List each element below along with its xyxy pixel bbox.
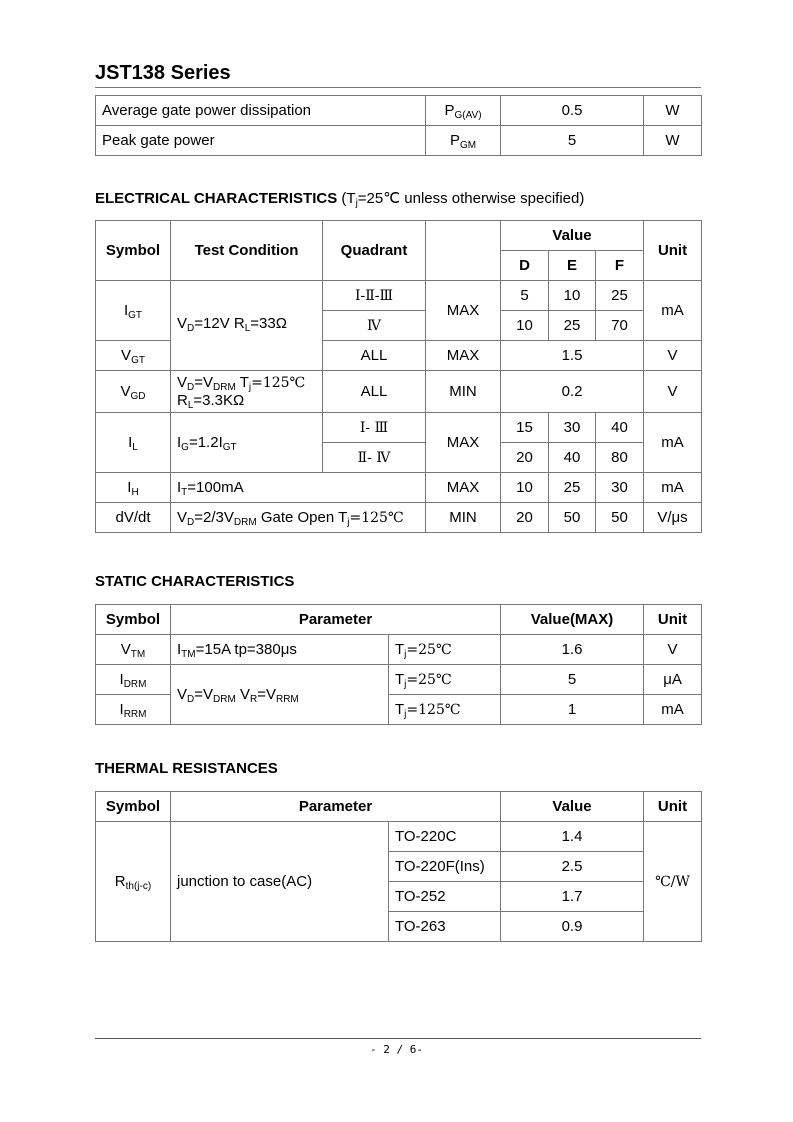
condition-cell: $V_D=V_{DRM}$ $T_j=125℃$ $R_L=3.3K\Omega$ [171, 371, 323, 413]
value-d-cell: 20 [501, 443, 549, 473]
header-e: E [549, 251, 596, 281]
condition-cell: $V_D=2/3V_{DRM}$ Gate Open $T_j=125℃$ [171, 503, 426, 533]
parameter-cell: junction to case(AC) [171, 822, 389, 942]
symbol-cell: $I_{DRM}$ [96, 665, 171, 695]
header-parameter: Parameter [171, 792, 501, 822]
value-cell: 5 [501, 126, 644, 156]
limit-cell: MAX [426, 413, 501, 473]
symbol-cell: $V_{GT}$ [96, 341, 171, 371]
table-row [96, 635, 702, 665]
static-characteristics-table [95, 604, 702, 725]
header-f: F [596, 251, 644, 281]
temperature-cell: $T_j=25℃$ [389, 635, 501, 665]
gate-power-table [95, 95, 702, 156]
header-parameter: Parameter [171, 605, 501, 635]
symbol-cell: $P_{GM}$ [426, 126, 501, 156]
table-row [96, 96, 702, 126]
header-value: Value(MAX) [501, 605, 644, 635]
unit-cell: ℃/W [644, 822, 702, 942]
page-number: - 2 / 6- [370, 1043, 423, 1056]
value-e-cell: 40 [549, 443, 596, 473]
value-f-cell: 70 [596, 311, 644, 341]
symbol-cell: $R_{th(j-c)}$ [96, 822, 171, 942]
value-e-cell: 10 [549, 281, 596, 311]
header-value: Value [501, 221, 644, 251]
value-d-cell: 5 [501, 281, 549, 311]
temperature-cell: $T_j=125℃$ [389, 695, 501, 725]
unit-cell: μA [644, 665, 702, 695]
unit-cell: mA [644, 473, 702, 503]
value-e-cell: 25 [549, 473, 596, 503]
table-row [96, 665, 702, 695]
table-row [96, 413, 702, 443]
condition-cell: $I_{TM}=15A$ tp=380μs [171, 635, 389, 665]
header-row [96, 605, 702, 635]
limit-cell: MAX [426, 281, 501, 341]
symbol-cell: $V_{TM}$ [96, 635, 171, 665]
value-cell: 1.5 [501, 341, 644, 371]
value-cell: 0.9 [501, 912, 644, 942]
unit-cell: V/μs [644, 503, 702, 533]
unit-cell: mA [644, 413, 702, 473]
value-e-cell: 50 [549, 503, 596, 533]
value-f-cell: 25 [596, 281, 644, 311]
value-cell: 1.7 [501, 882, 644, 912]
value-f-cell: 80 [596, 443, 644, 473]
header-row [96, 792, 702, 822]
value-cell: 2.5 [501, 852, 644, 882]
header-symbol: Symbol [96, 605, 171, 635]
value-cell: 5 [501, 665, 644, 695]
symbol-cell: $V_{GD}$ [96, 371, 171, 413]
header-d: D [501, 251, 549, 281]
value-cell: 0.2 [501, 371, 644, 413]
electrical-characteristics-table [95, 220, 702, 533]
package-cell: TO-220C [389, 822, 501, 852]
symbol-cell: $I_L$ [96, 413, 171, 473]
symbol-cell: dV/dt [96, 503, 171, 533]
value-f-cell: 50 [596, 503, 644, 533]
table-row [96, 371, 702, 413]
condition-cell: $V_D=12V$ $R_L=33\Omega$ [171, 281, 323, 371]
header-unit: Unit [644, 221, 702, 281]
header-symbol: Symbol [96, 792, 171, 822]
symbol-cell: $P_{G(AV)}$ [426, 96, 501, 126]
quadrant-cell: ALL [323, 371, 426, 413]
electrical-note: ($T_j=25℃$ unless otherwise specified) [337, 190, 585, 209]
limit-cell: MAX [426, 341, 501, 371]
table-row [96, 503, 702, 533]
value-cell: 1.6 [501, 635, 644, 665]
unit-cell: mA [644, 695, 702, 725]
condition-cell: $I_G=1.2I_{GT}$ [171, 413, 323, 473]
value-d-cell: 20 [501, 503, 549, 533]
header-quadrant: Quadrant [323, 221, 426, 281]
limit-cell: MIN [426, 503, 501, 533]
header-unit: Unit [644, 605, 702, 635]
value-d-cell: 10 [501, 311, 549, 341]
quadrant-cell: ALL [323, 341, 426, 371]
quadrant-cell: Ⅰ- Ⅲ [323, 413, 426, 443]
value-f-cell: 30 [596, 473, 644, 503]
param-cell: Peak gate power [96, 126, 426, 156]
symbol-cell: $I_{GT}$ [96, 281, 171, 341]
page-title: JST138 Series [95, 62, 231, 84]
header-unit: Unit [644, 792, 702, 822]
footer-divider [95, 1038, 701, 1039]
electrical-heading: ELECTRICAL CHARACTERISTICS ($T_j=25℃$ unless otherwise specified) [95, 190, 585, 209]
header-limit [426, 221, 501, 281]
unit-cell: V [644, 341, 702, 371]
static-heading: STATIC CHARACTERISTICS [95, 573, 295, 590]
header-test-condition: Test Condition [171, 221, 323, 281]
quadrant-cell: Ⅳ [323, 311, 426, 341]
value-e-cell: 25 [549, 311, 596, 341]
value-d-cell: 15 [501, 413, 549, 443]
table-row [96, 473, 702, 503]
table-row [96, 126, 702, 156]
symbol-cell: $I_H$ [96, 473, 171, 503]
param-cell: Average gate power dissipation [96, 96, 426, 126]
package-cell: TO-263 [389, 912, 501, 942]
value-f-cell: 40 [596, 413, 644, 443]
unit-cell: mA [644, 281, 702, 341]
header-symbol: Symbol [96, 221, 171, 281]
symbol-cell: $I_{RRM}$ [96, 695, 171, 725]
quadrant-cell: Ⅰ-Ⅱ-Ⅲ [323, 281, 426, 311]
thermal-resistance-table [95, 791, 702, 942]
quadrant-cell: Ⅱ- Ⅳ [323, 443, 426, 473]
value-cell: 1 [501, 695, 644, 725]
limit-cell: MIN [426, 371, 501, 413]
thermal-heading: THERMAL RESISTANCES [95, 760, 278, 777]
title-divider [95, 87, 701, 88]
value-e-cell: 30 [549, 413, 596, 443]
limit-cell: MAX [426, 473, 501, 503]
condition-cell: $V_D=V_{DRM}$ $V_R=V_{RRM}$ [171, 665, 389, 725]
package-cell: TO-220F(Ins) [389, 852, 501, 882]
condition-cell: $I_T=100mA$ [171, 473, 426, 503]
unit-cell: W [644, 126, 702, 156]
temperature-cell: $T_j=25℃$ [389, 665, 501, 695]
unit-cell: W [644, 96, 702, 126]
value-cell: 1.4 [501, 822, 644, 852]
unit-cell: V [644, 635, 702, 665]
package-cell: TO-252 [389, 882, 501, 912]
table-row [96, 822, 702, 852]
value-d-cell: 10 [501, 473, 549, 503]
unit-cell: V [644, 371, 702, 413]
header-row [96, 221, 702, 251]
table-row [96, 281, 702, 311]
header-value: Value [501, 792, 644, 822]
value-cell: 0.5 [501, 96, 644, 126]
